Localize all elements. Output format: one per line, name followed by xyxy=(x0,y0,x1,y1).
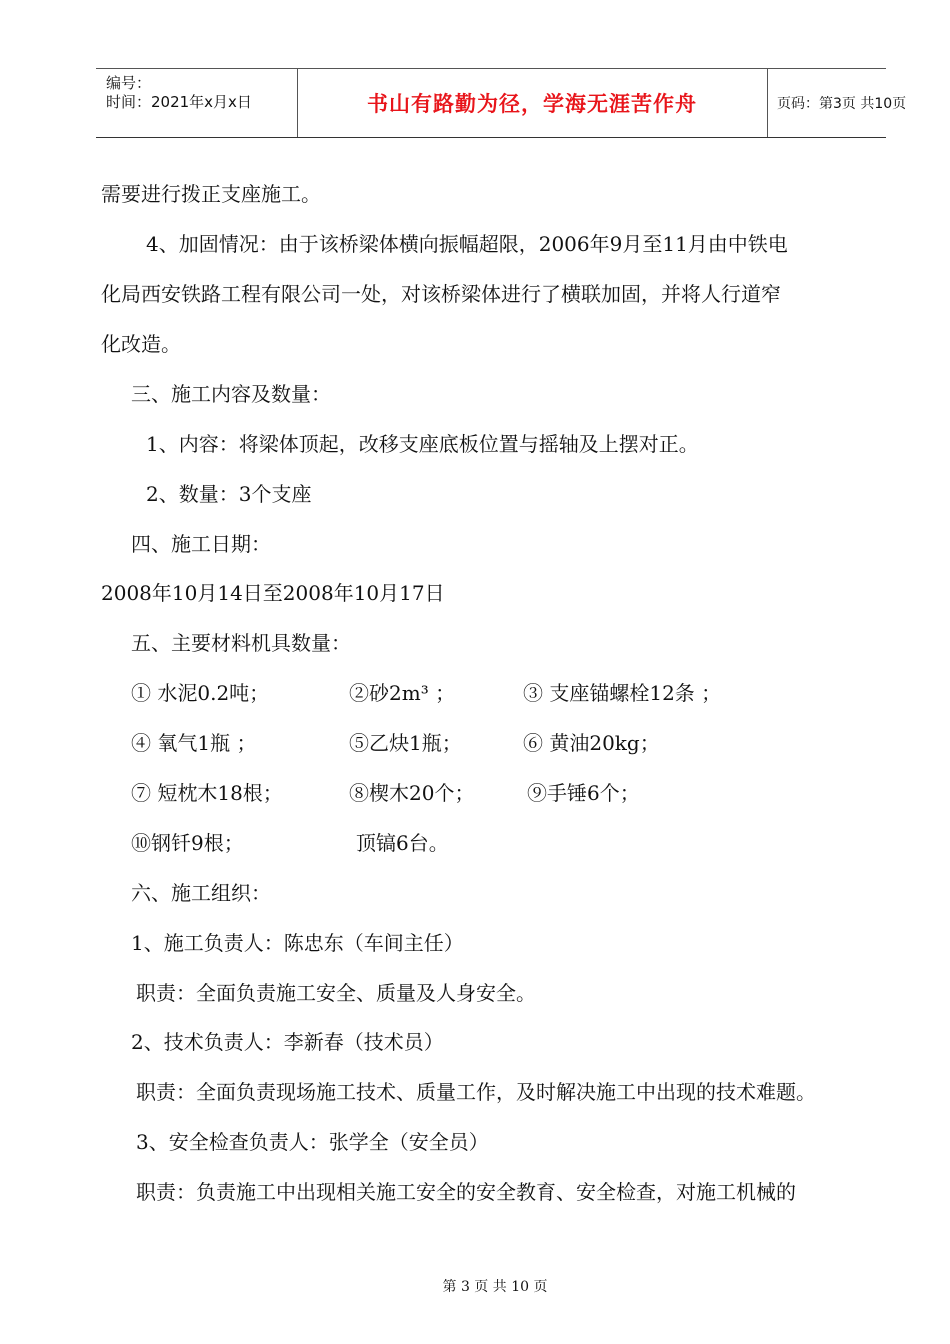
material-item: ②砂2m³ ； xyxy=(349,681,456,705)
material-item: ⑤乙炔1瓶； xyxy=(349,731,462,755)
paragraph-line: 职责：负责施工中出现相关施工安全的安全教育、安全检查，对施工机械的 xyxy=(136,1180,796,1204)
paragraph-line: 1、施工负责人：陈忠东（车间主任） xyxy=(131,931,464,955)
motto-text: 书山有路勤为径，学海无涯苦作舟 xyxy=(367,92,697,116)
material-item: ⑨手锤6个； xyxy=(527,781,640,805)
paragraph-line: 化局西安铁路工程有限公司一处，对该桥梁体进行了横联加固，并将人行道窄 xyxy=(101,282,781,306)
paragraph-line: 4、加固情况：由于该桥梁体横向振幅超限，2006年9月至11月由中铁电 xyxy=(146,232,788,256)
paragraph-line: 2、技术负责人：李新春（技术员） xyxy=(131,1030,444,1054)
date-line: 2008年10月14日至2008年10月17日 xyxy=(101,581,445,605)
paragraph-line: 2、数量：3个支座 xyxy=(146,482,312,506)
material-item: ① 水泥0.2吨； xyxy=(131,681,270,705)
serial-label: 编号： xyxy=(106,74,152,92)
section-heading: 六、施工组织： xyxy=(131,881,271,905)
material-item: ⑦ 短枕木18根； xyxy=(131,781,283,805)
paragraph-line: 3、安全检查负责人：张学全（安全员） xyxy=(136,1130,489,1154)
paragraph-line: 化改造。 xyxy=(101,332,181,356)
paragraph-line: 需要进行拨正支座施工。 xyxy=(101,182,321,206)
header-meta-cell xyxy=(96,69,298,137)
material-item: ⑩钢钎9根； xyxy=(131,831,244,855)
header-motto-cell xyxy=(297,69,768,137)
material-item: ③ 支座锚螺栓12条 ； xyxy=(523,681,722,705)
page-info: 页码：第3页 共10页 xyxy=(777,96,907,112)
section-heading: 三、施工内容及数量： xyxy=(131,382,331,406)
material-item: ⑥ 黄油20kg； xyxy=(523,731,660,755)
paragraph-line: 职责：全面负责施工安全、质量及人身安全。 xyxy=(136,981,536,1005)
time-label: 时间：2021年x月x日 xyxy=(106,93,252,111)
section-heading: 五、主要材料机具数量： xyxy=(131,631,351,655)
material-item: 顶镐6台。 xyxy=(356,831,449,855)
page-footer: 第 3 页 共 10 页 xyxy=(442,1279,548,1295)
document-header xyxy=(96,68,907,138)
material-item: ⑧楔木20个； xyxy=(349,781,475,805)
header-page-cell xyxy=(767,69,907,137)
paragraph-line: 职责：全面负责现场施工技术、质量工作，及时解决施工中出现的技术难题。 xyxy=(136,1080,816,1104)
section-heading: 四、施工日期： xyxy=(131,532,271,556)
material-item: ④ 氧气1瓶 ； xyxy=(131,731,257,755)
paragraph-line: 1、内容：将梁体顶起，改移支座底板位置与摇轴及上摆对正。 xyxy=(146,432,699,456)
